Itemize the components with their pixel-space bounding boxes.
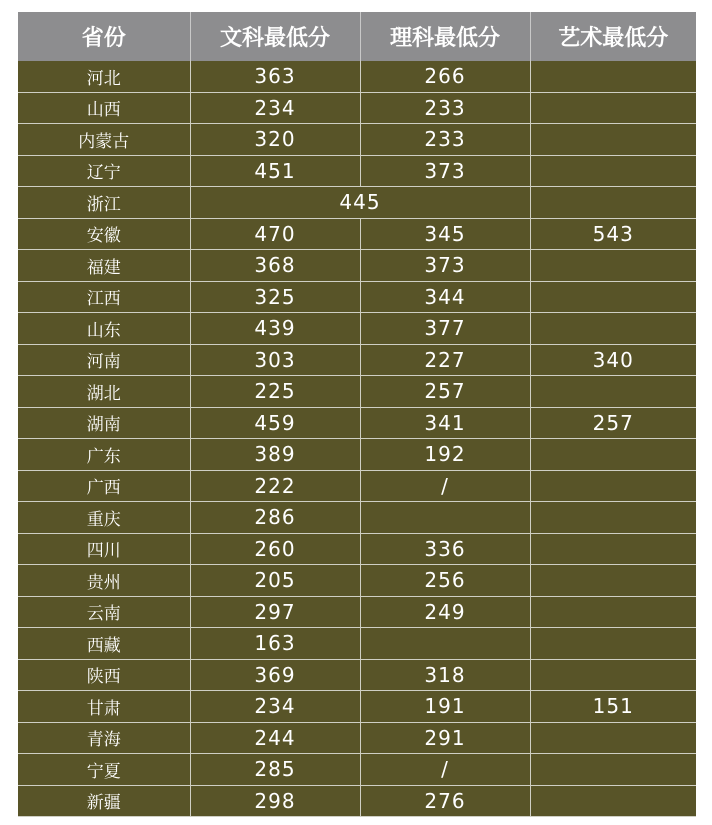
yishu-score-cell <box>530 92 696 124</box>
table-row <box>18 124 696 156</box>
yishu-score-cell <box>530 722 696 754</box>
table-row <box>18 691 696 723</box>
yishu-score-cell <box>530 502 696 534</box>
table-row <box>18 155 696 187</box>
table-body <box>18 61 696 817</box>
like-score-cell: 233 <box>360 92 530 124</box>
like-score-cell: 336 <box>360 533 530 565</box>
yishu-score-cell: 257 <box>530 407 696 439</box>
province-cell: 宁夏 <box>18 754 190 786</box>
province-cell: 广东 <box>18 439 190 471</box>
like-score-cell: 373 <box>360 250 530 282</box>
table-row <box>18 785 696 817</box>
yishu-score-cell <box>530 155 696 187</box>
table-row <box>18 250 696 282</box>
like-score-cell: 227 <box>360 344 530 376</box>
province-cell: 辽宁 <box>18 155 190 187</box>
table-row <box>18 407 696 439</box>
wenke-score-cell: 260 <box>190 533 360 565</box>
header-row <box>18 12 696 61</box>
merged-score-cell: 445 <box>190 187 530 219</box>
province-cell: 甘肃 <box>18 691 190 723</box>
table-row <box>18 565 696 597</box>
like-score-cell: 266 <box>360 61 530 92</box>
province-cell: 湖北 <box>18 376 190 408</box>
table-row <box>18 281 696 313</box>
table-row <box>18 187 696 219</box>
yishu-score-cell <box>530 565 696 597</box>
yishu-score-cell <box>530 754 696 786</box>
wenke-score-cell: 234 <box>190 92 360 124</box>
yishu-score-cell <box>530 376 696 408</box>
like-score-cell: 345 <box>360 218 530 250</box>
table-row <box>18 470 696 502</box>
yishu-score-cell <box>530 596 696 628</box>
wenke-score-cell: 459 <box>190 407 360 439</box>
table-row <box>18 61 696 92</box>
province-cell: 福建 <box>18 250 190 282</box>
wenke-score-cell: 439 <box>190 313 360 345</box>
like-score-cell: 377 <box>360 313 530 345</box>
like-score-cell <box>360 502 530 534</box>
like-score-cell: 291 <box>360 722 530 754</box>
table-row <box>18 659 696 691</box>
yishu-score-cell <box>530 439 696 471</box>
like-score-cell: 192 <box>360 439 530 471</box>
like-score-cell: 344 <box>360 281 530 313</box>
yishu-score-cell: 340 <box>530 344 696 376</box>
table-row <box>18 376 696 408</box>
wenke-score-cell: 368 <box>190 250 360 282</box>
like-score-cell: 191 <box>360 691 530 723</box>
header-province: 省份 <box>18 12 190 61</box>
wenke-score-cell: 369 <box>190 659 360 691</box>
header-like: 理科最低分 <box>360 12 530 61</box>
wenke-score-cell: 205 <box>190 565 360 597</box>
province-cell: 山西 <box>18 92 190 124</box>
province-cell: 江西 <box>18 281 190 313</box>
wenke-score-cell: 163 <box>190 628 360 660</box>
province-cell: 山东 <box>18 313 190 345</box>
like-score-cell <box>360 628 530 660</box>
province-cell: 重庆 <box>18 502 190 534</box>
yishu-score-cell <box>530 628 696 660</box>
yishu-score-cell <box>530 533 696 565</box>
table-row <box>18 533 696 565</box>
yishu-score-cell <box>530 61 696 92</box>
province-cell: 河北 <box>18 61 190 92</box>
table-row <box>18 596 696 628</box>
province-cell: 安徽 <box>18 218 190 250</box>
like-score-cell: 373 <box>360 155 530 187</box>
table-header <box>18 12 696 61</box>
province-cell: 新疆 <box>18 785 190 817</box>
wenke-score-cell: 363 <box>190 61 360 92</box>
province-cell: 贵州 <box>18 565 190 597</box>
like-score-cell: / <box>360 754 530 786</box>
wenke-score-cell: 285 <box>190 754 360 786</box>
table-row <box>18 502 696 534</box>
wenke-score-cell: 451 <box>190 155 360 187</box>
yishu-score-cell <box>530 281 696 313</box>
header-wenke: 文科最低分 <box>190 12 360 61</box>
like-score-cell: 257 <box>360 376 530 408</box>
yishu-score-cell <box>530 313 696 345</box>
province-cell: 西藏 <box>18 628 190 660</box>
yishu-score-cell: 543 <box>530 218 696 250</box>
table-row <box>18 722 696 754</box>
like-score-cell: 233 <box>360 124 530 156</box>
yishu-score-cell <box>530 659 696 691</box>
wenke-score-cell: 320 <box>190 124 360 156</box>
score-table <box>18 12 696 817</box>
wenke-score-cell: 244 <box>190 722 360 754</box>
wenke-score-cell: 298 <box>190 785 360 817</box>
like-score-cell: 249 <box>360 596 530 628</box>
province-cell: 内蒙古 <box>18 124 190 156</box>
yishu-score-cell <box>530 187 696 219</box>
like-score-cell: 318 <box>360 659 530 691</box>
wenke-score-cell: 286 <box>190 502 360 534</box>
province-cell: 陕西 <box>18 659 190 691</box>
header-yishu: 艺术最低分 <box>530 12 696 61</box>
wenke-score-cell: 325 <box>190 281 360 313</box>
like-score-cell: 276 <box>360 785 530 817</box>
like-score-cell: 256 <box>360 565 530 597</box>
yishu-score-cell <box>530 785 696 817</box>
province-cell: 河南 <box>18 344 190 376</box>
wenke-score-cell: 234 <box>190 691 360 723</box>
yishu-score-cell: 151 <box>530 691 696 723</box>
yishu-score-cell <box>530 124 696 156</box>
like-score-cell: / <box>360 470 530 502</box>
score-table-container <box>18 12 696 817</box>
province-cell: 广西 <box>18 470 190 502</box>
like-score-cell: 341 <box>360 407 530 439</box>
province-cell: 湖南 <box>18 407 190 439</box>
province-cell: 云南 <box>18 596 190 628</box>
wenke-score-cell: 297 <box>190 596 360 628</box>
table-row <box>18 344 696 376</box>
yishu-score-cell <box>530 470 696 502</box>
yishu-score-cell <box>530 250 696 282</box>
province-cell: 四川 <box>18 533 190 565</box>
table-row <box>18 628 696 660</box>
table-row <box>18 218 696 250</box>
wenke-score-cell: 303 <box>190 344 360 376</box>
province-cell: 浙江 <box>18 187 190 219</box>
wenke-score-cell: 389 <box>190 439 360 471</box>
wenke-score-cell: 470 <box>190 218 360 250</box>
table-row <box>18 92 696 124</box>
province-cell: 青海 <box>18 722 190 754</box>
wenke-score-cell: 222 <box>190 470 360 502</box>
table-row <box>18 439 696 471</box>
table-row <box>18 313 696 345</box>
table-row <box>18 754 696 786</box>
wenke-score-cell: 225 <box>190 376 360 408</box>
